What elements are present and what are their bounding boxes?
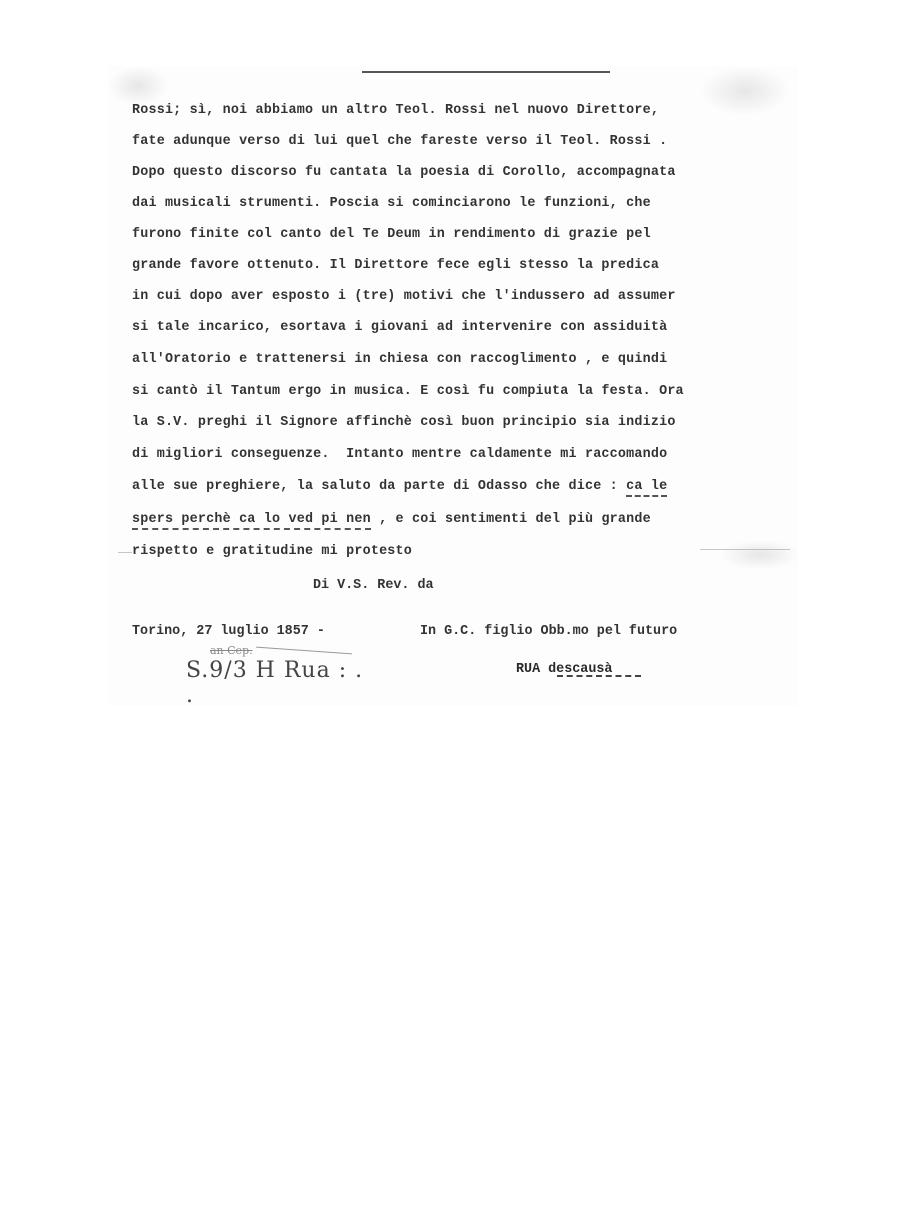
salutation: Di V.S. Rev. da [313,578,434,593]
scan-smudge [720,540,800,570]
letter-line: all'Oratorio e trattenersi in chiesa con raccoglimento , e quindi [132,352,668,367]
scan-smudge [108,66,168,106]
letter-line [132,512,651,527]
archive-strike-line [256,647,352,655]
dialect-quote: ca le [626,479,667,497]
letter-line: si cantò il Tantum ergo in musica. E così fu compiuta la festa. Ora [132,384,684,399]
letter-line: in cui dopo aver esposto i (tre) motivi che l'indussero ad assumer [132,289,676,304]
letter-line: rispetto e gratitudine mi protesto [132,544,413,559]
letter-line: furono finite col canto del Te Deum in rendimento di grazie pel [132,227,651,242]
dialect-quote: spers perchè ca lo ved pi nen [132,512,371,530]
letter-line: fate adunque verso di lui quel che fareste verso il Teol. Rossi . [132,134,668,149]
scan-line [700,549,790,550]
letter-line: Rossi; sì, noi abbiamo un altro Teol. Rossi nel nuovo Direttore, [132,103,660,118]
signature: RUA descausà [516,662,613,677]
scan-line [118,552,132,553]
archive-mark [182,644,378,708]
letter-text: , e coi sentimenti del più grande [370,512,651,527]
letter-line: si tale incarico, esortava i giovani ad intervenire con assiduità [132,320,668,335]
letter-line [132,479,667,494]
header-rule [362,71,610,73]
signature-underline [557,675,641,677]
letter-line: dai musicali strumenti. Poscia si cominciarono le funzioni, che [132,196,651,211]
place-date: Torino, 27 luglio 1857 - [132,624,325,639]
archive-struck-text: an Cep. [210,644,253,657]
letter-line: grande favore ottenuto. Il Direttore fece egli stesso la predica [132,258,660,273]
letter-text: alle sue preghiere, la saluto da parte di Odasso che dice : [132,479,627,494]
closing-formula: In G.C. figlio Obb.mo pel futuro [420,624,678,639]
archive-code: S.9/3 H Rua : . . [186,658,364,708]
letter-line: Dopo questo discorso fu cantata la poesia di Corollo, accompagnata [132,165,676,180]
scan-smudge [700,66,790,116]
letter-line: di migliori conseguenze. Intanto mentre caldamente mi raccomando [132,447,668,462]
letter-line: la S.V. preghi il Signore affinchè così buon principio sia indizio [132,415,676,430]
